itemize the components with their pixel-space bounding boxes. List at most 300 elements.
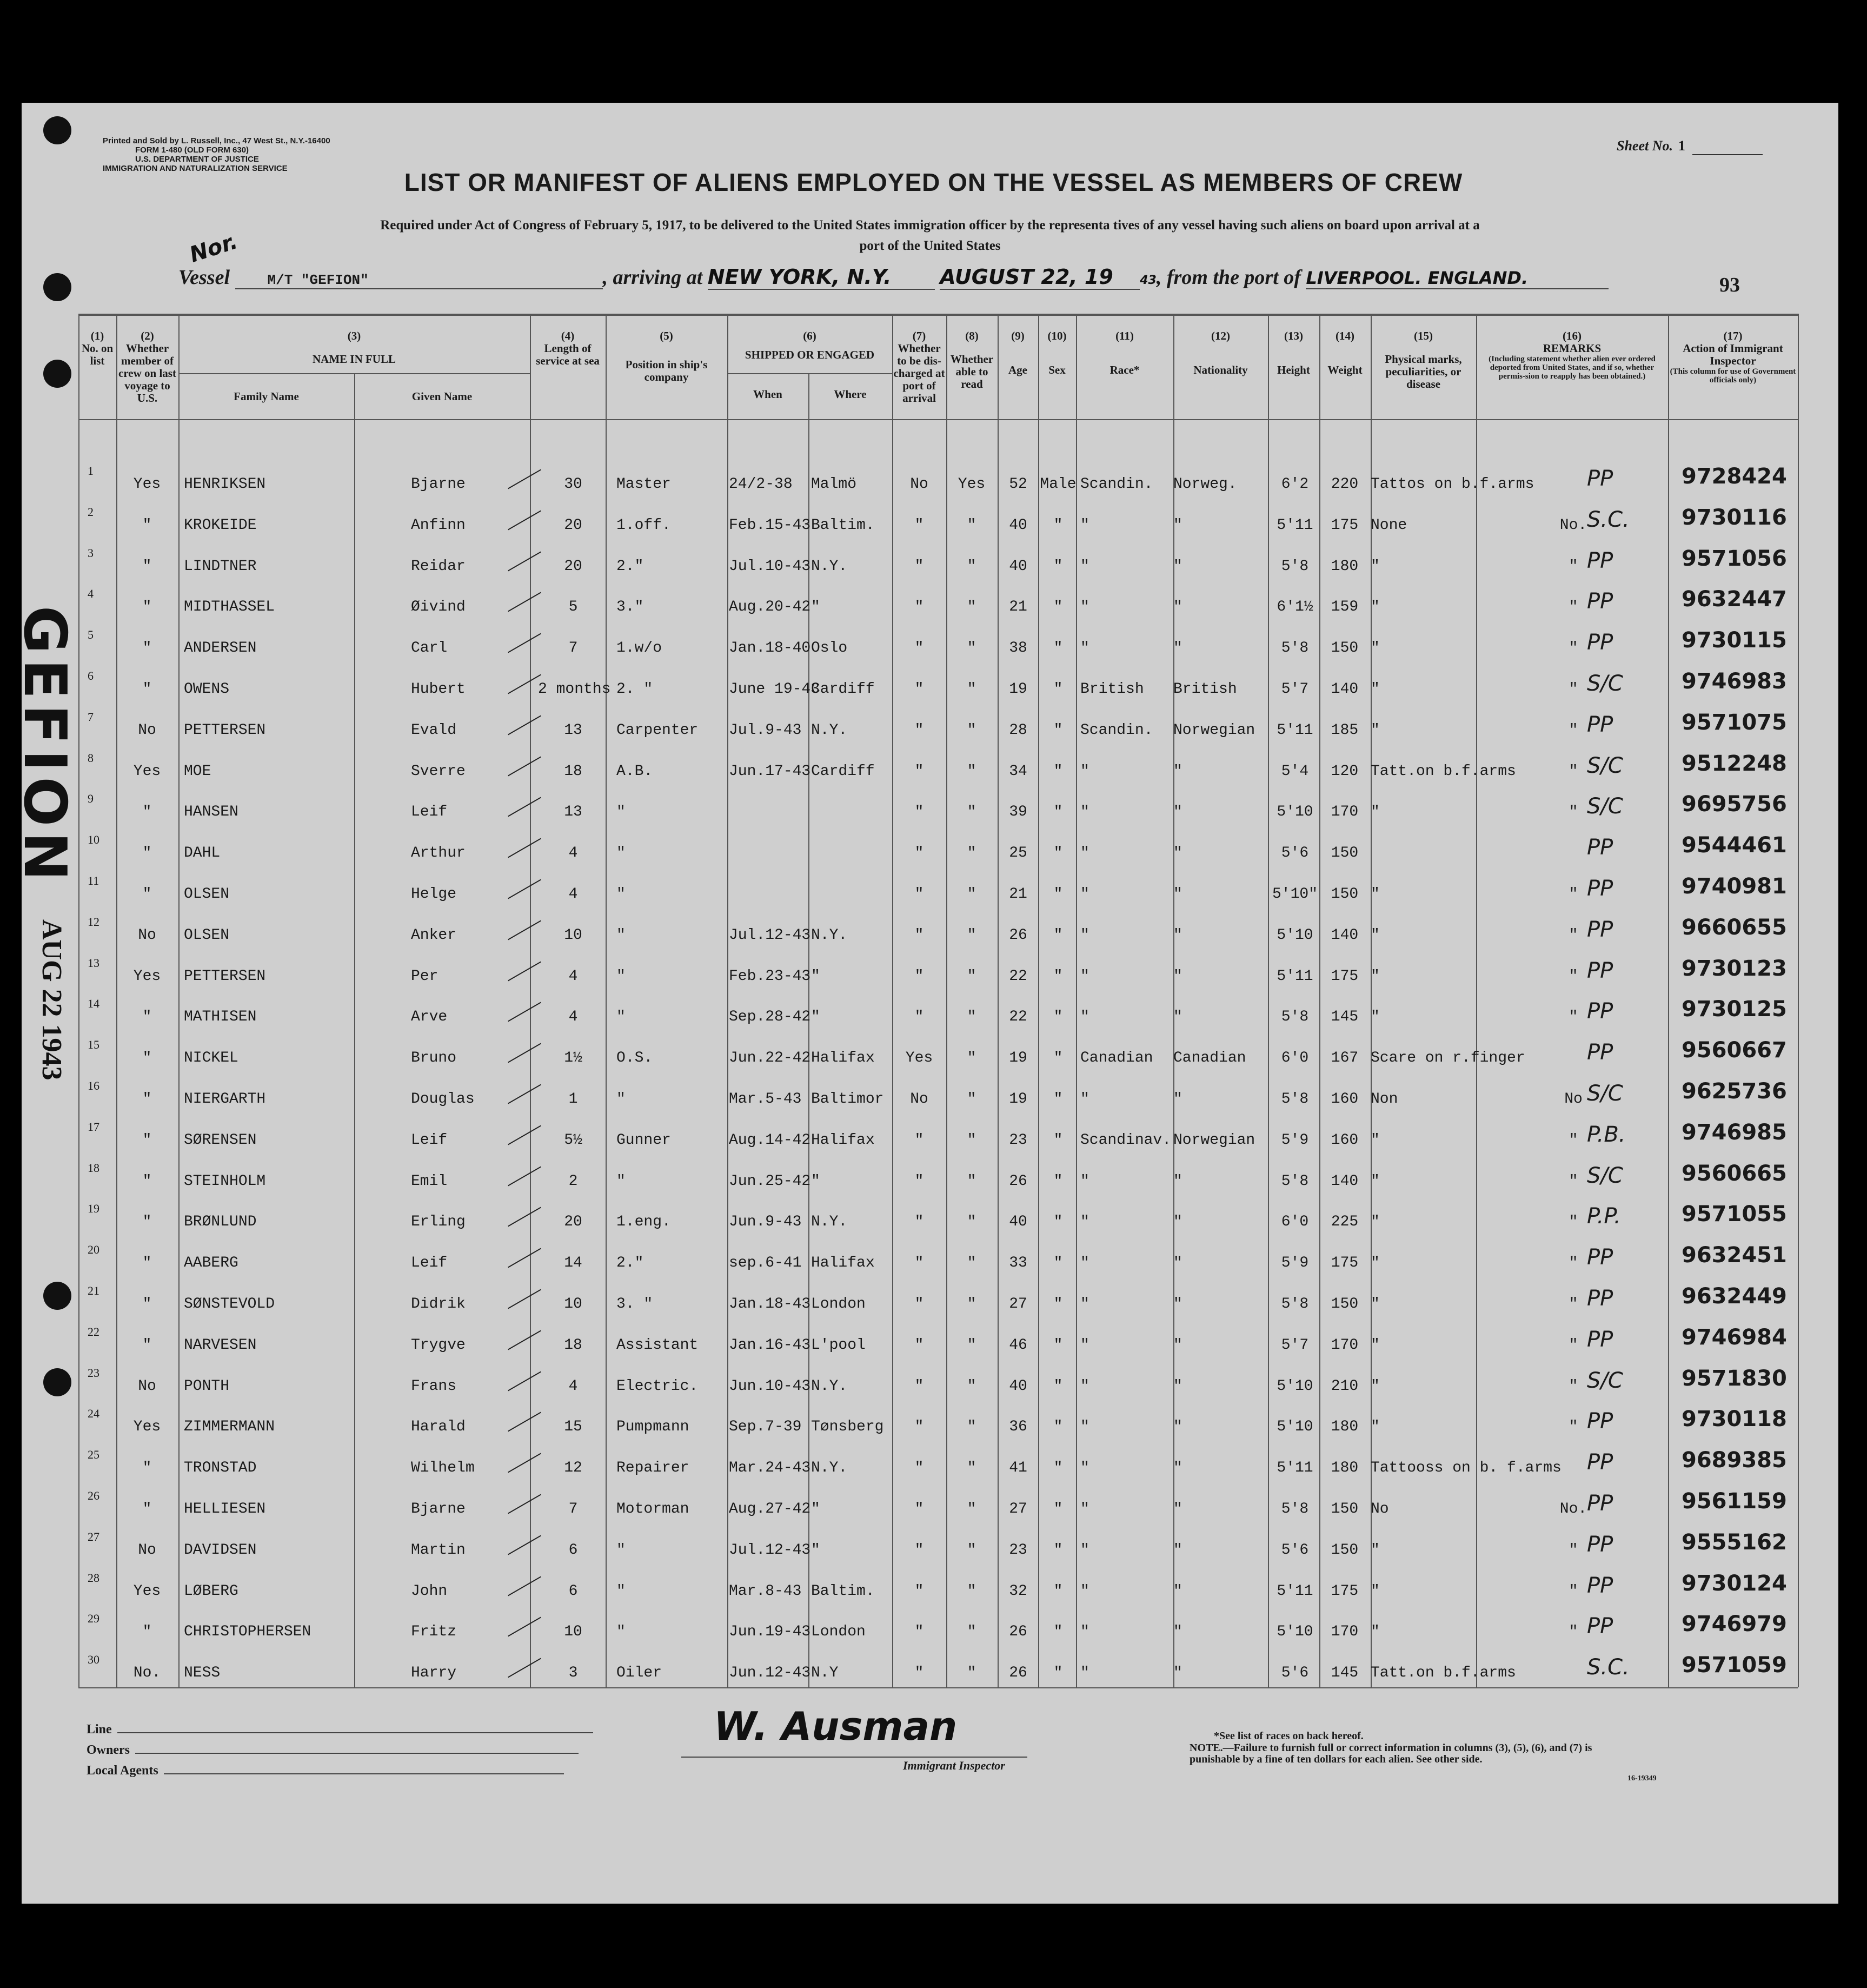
col-label: Whether member of crew on last voyage to U.S.	[118, 342, 176, 405]
inspector-action: PP	[1587, 1491, 1613, 1516]
row-cell-where: Cardiff	[811, 681, 875, 698]
row-cell-when: Jun.19-43	[729, 1623, 811, 1640]
row-cell-prev: "	[142, 681, 152, 698]
row-cell-where: "	[811, 1501, 820, 1517]
row-cell-nat: "	[1173, 845, 1182, 862]
row-cell-when: Feb.15-43	[729, 517, 811, 534]
row-cell-given: Per	[411, 968, 438, 985]
row-cell-weight: 180	[1331, 558, 1359, 575]
row-cell-race: "	[1080, 1542, 1089, 1559]
row-cell-remarks: "	[1569, 722, 1578, 739]
row-number: 9	[88, 792, 94, 805]
row-cell-age: 52	[1009, 476, 1027, 493]
row-cell-height: 5'6	[1281, 1665, 1309, 1681]
row-cell-prev: "	[142, 517, 152, 534]
row-cell-service: 30	[564, 476, 582, 493]
row-cell-sex: "	[1053, 1009, 1063, 1025]
row-cell-where: N.Y	[811, 1665, 839, 1681]
row-cell-height: 6'2	[1281, 476, 1309, 493]
row-cell-weight: 150	[1331, 1501, 1359, 1517]
inspector-cert-number: 9512248	[1682, 751, 1787, 776]
row-cell-service: 3	[568, 1665, 578, 1681]
row-cell-age: 26	[1009, 927, 1027, 944]
row-cell-read: "	[967, 1419, 976, 1435]
row-cell-height: 5'11	[1277, 722, 1313, 739]
penalty-note: NOTE.—Failure to furnish full or correct information in columns (3), (5), (6), and (7) is punishable by a fine of ten dollars for each alien. See other side.	[1190, 1742, 1592, 1765]
row-cell-sex: "	[1053, 1091, 1063, 1108]
row-cell-prev: No.	[133, 1665, 161, 1681]
inspector-cert-number: 9728424	[1682, 464, 1787, 489]
row-cell-read: "	[967, 681, 976, 698]
inspector-cert-number: 9560665	[1682, 1161, 1787, 1186]
col-number: (8)	[965, 329, 979, 342]
row-cell-age: 28	[1009, 722, 1027, 739]
row-cell-nat: Norweg.	[1173, 476, 1237, 493]
row-cell-when: Jul.12-43	[729, 927, 811, 944]
form-title: LIST OR MANIFEST OF ALIENS EMPLOYED ON THE VESSEL AS MEMBERS OF CREW	[404, 168, 1463, 196]
signature-line	[681, 1757, 1027, 1758]
inspector-cert-number: 9730118	[1682, 1407, 1787, 1432]
row-cell-age: 21	[1009, 886, 1027, 903]
row-cell-read: "	[967, 599, 976, 615]
line-field	[87, 1722, 593, 1737]
row-cell-marks: Tatt.on b.f.arms	[1371, 1665, 1516, 1681]
row-cell-family: TRONSTAD	[184, 1460, 257, 1476]
row-cell-height: 5'11	[1277, 1583, 1313, 1600]
row-cell-position: Motorman	[616, 1501, 689, 1517]
row-cell-where: Halifax	[811, 1255, 875, 1271]
row-cell-family: PETTERSEN	[184, 722, 266, 739]
row-cell-marks: "	[1371, 722, 1380, 739]
row-cell-position: "	[616, 1091, 626, 1108]
row-cell-given: John	[411, 1583, 448, 1600]
col-label: Length of service at sea	[536, 342, 600, 367]
col-number: (14)	[1336, 329, 1354, 342]
row-cell-disch: No	[910, 1091, 928, 1108]
binder-hole	[43, 116, 71, 144]
col-number: (6)	[803, 329, 816, 342]
row-cell-service: 12	[564, 1460, 582, 1476]
row-cell-race: "	[1080, 886, 1089, 903]
margin-ship-name: GEFION	[11, 606, 78, 886]
row-cell-race: "	[1080, 1378, 1089, 1395]
row-cell-race: Scandin.	[1080, 476, 1153, 493]
row-number: 21	[88, 1284, 99, 1297]
row-cell-weight: 140	[1331, 1173, 1359, 1190]
form-subtitle	[173, 215, 1687, 256]
inspector-action: S/C	[1587, 1081, 1623, 1106]
row-cell-age: 22	[1009, 968, 1027, 985]
col-number: (16)	[1563, 329, 1582, 342]
row-cell-race: "	[1080, 927, 1089, 944]
row-cell-height: 5'11	[1277, 968, 1313, 985]
inspector-cert-number: 9746985	[1682, 1120, 1787, 1145]
inspector-cert-number: 9560667	[1682, 1038, 1787, 1063]
row-cell-prev: "	[142, 640, 152, 657]
row-cell-height: 6'0	[1281, 1050, 1309, 1066]
row-cell-sex: "	[1053, 1173, 1063, 1190]
inspector-cert-number: 9571056	[1682, 546, 1787, 571]
row-cell-weight: 145	[1331, 1665, 1359, 1681]
inspector-cert-number: 9746979	[1682, 1612, 1787, 1636]
row-cell-age: 40	[1009, 1214, 1027, 1230]
row-cell-nat: "	[1173, 1173, 1182, 1190]
row-cell-service: 4	[568, 968, 578, 985]
row-cell-given: Bjarne	[411, 476, 466, 493]
row-cell-position: 2. "	[616, 681, 653, 698]
row-cell-marks: "	[1371, 804, 1380, 820]
col-label: Race*	[1109, 363, 1140, 376]
row-cell-race: "	[1080, 1623, 1089, 1640]
row-cell-position: 1.w/o	[616, 640, 662, 657]
row-cell-race: "	[1080, 804, 1089, 820]
row-cell-position: Master	[616, 476, 671, 493]
row-cell-prev: "	[142, 1296, 152, 1313]
inspector-action: PP	[1587, 999, 1613, 1024]
row-cell-where: Halifax	[811, 1050, 875, 1066]
col-number: (7)	[912, 329, 926, 342]
row-cell-prev: "	[142, 1501, 152, 1517]
row-cell-weight: 140	[1331, 927, 1359, 944]
row-cell-marks: Tatt.on b.f.arms	[1371, 763, 1516, 780]
row-cell-where: N.Y.	[811, 927, 848, 944]
row-cell-disch: "	[914, 763, 924, 780]
row-cell-height: 5'6	[1281, 845, 1309, 862]
row-cell-family: ZIMMERMANN	[184, 1419, 275, 1435]
col-label: Sex	[1048, 363, 1066, 376]
row-cell-service: 10	[564, 927, 582, 944]
row-cell-position: O.S.	[616, 1050, 653, 1066]
row-cell-marks: "	[1371, 1419, 1380, 1435]
inspector-action: PP	[1587, 917, 1613, 942]
inspector-cert-number: 9555162	[1682, 1530, 1787, 1555]
row-number: 23	[88, 1366, 99, 1380]
row-number: 13	[88, 956, 99, 970]
row-cell-position: Oiler	[616, 1665, 662, 1681]
row-cell-disch: "	[914, 886, 924, 903]
row-cell-age: 27	[1009, 1501, 1027, 1517]
row-cell-weight: 140	[1331, 681, 1359, 698]
row-cell-given: Arve	[411, 1009, 448, 1025]
row-cell-when: Jul.9-43	[729, 722, 802, 739]
col2-header	[116, 330, 178, 405]
row-cell-nat: "	[1173, 1623, 1182, 1640]
row-cell-disch: "	[914, 640, 924, 657]
row-cell-position: Repairer	[616, 1460, 689, 1476]
row-cell-marks: "	[1371, 1583, 1380, 1600]
sheet-number	[1617, 138, 1685, 154]
row-cell-age: 19	[1009, 1050, 1027, 1066]
row-cell-family: STEINHOLM	[184, 1173, 266, 1190]
row-cell-where: Baltim.	[811, 1583, 875, 1600]
row-cell-family: MOE	[184, 763, 211, 780]
row-cell-age: 40	[1009, 517, 1027, 534]
row-cell-weight: 180	[1331, 1460, 1359, 1476]
row-cell-disch: "	[914, 1009, 924, 1025]
row-cell-sex: "	[1053, 1460, 1063, 1476]
row-cell-disch: No	[910, 476, 928, 493]
row-cell-prev: "	[142, 1337, 152, 1354]
row-cell-when: Feb.23-43	[729, 968, 811, 985]
inspector-action: PP	[1587, 589, 1613, 614]
row-cell-disch: "	[914, 1296, 924, 1313]
row-cell-age: 36	[1009, 1419, 1027, 1435]
row-cell-service: 20	[564, 1214, 582, 1230]
row-cell-race: "	[1080, 1419, 1089, 1435]
col11-header	[1076, 330, 1173, 376]
row-cell-marks: "	[1371, 1378, 1380, 1395]
row-cell-race: "	[1080, 1173, 1089, 1190]
row-cell-family: NIERGARTH	[184, 1091, 266, 1108]
footer-form-code: 16-19349	[1627, 1774, 1657, 1782]
shipped-when-header: When	[753, 388, 782, 401]
row-cell-read: "	[967, 1132, 976, 1149]
row-cell-remarks: "	[1569, 1542, 1578, 1559]
row-cell-where: N.Y.	[811, 1214, 848, 1230]
row-cell-nat: British	[1173, 681, 1237, 698]
inspector-cert-number: 9571059	[1682, 1653, 1787, 1678]
subtitle-line: Required under Act of Congress of February 5, 1917, to be delivered to the United States immigration officer by the representa tives of any vessel having such aliens on board upon arrival at a	[380, 218, 1480, 233]
col-label: Age	[1008, 363, 1027, 376]
row-cell-family: OLSEN	[184, 886, 230, 903]
row-cell-where: N.Y.	[811, 558, 848, 575]
row-cell-race: "	[1080, 558, 1089, 575]
row-cell-nat: "	[1173, 517, 1182, 534]
row-cell-given: Harry	[411, 1665, 457, 1681]
row-number: 28	[88, 1571, 99, 1585]
row-cell-family: DAHL	[184, 845, 221, 862]
row-cell-age: 25	[1009, 845, 1027, 862]
row-cell-family: LØBERG	[184, 1583, 238, 1600]
sheet-value: 1	[1678, 138, 1685, 154]
row-cell-age: 46	[1009, 1337, 1027, 1354]
row-number: 25	[88, 1448, 99, 1461]
family-name-header: Family Name	[234, 390, 299, 403]
row-cell-nat: "	[1173, 1419, 1182, 1435]
row-cell-weight: 180	[1331, 1419, 1359, 1435]
row-cell-position: "	[616, 1583, 626, 1600]
inspector-cert-number: 9746984	[1682, 1325, 1787, 1350]
row-cell-marks: "	[1371, 599, 1380, 615]
row-cell-when: Mar.5-43	[729, 1091, 802, 1108]
inspector-action: S.C.	[1587, 507, 1630, 532]
arriving-port: NEW YORK, N.Y.	[708, 265, 935, 290]
row-cell-when: Jun.25-42	[729, 1173, 811, 1190]
row-cell-remarks: "	[1569, 1132, 1578, 1149]
row-cell-weight: 150	[1331, 845, 1359, 862]
row-cell-read: "	[967, 1091, 976, 1108]
row-cell-where: L'pool	[811, 1337, 866, 1354]
row-cell-when: Jun.12-43	[729, 1665, 811, 1681]
row-cell-when: Mar.24-43	[729, 1460, 811, 1476]
row-number: 8	[88, 751, 94, 765]
inspector-cert-number: 9746983	[1682, 669, 1787, 694]
row-cell-when: Mar.8-43	[729, 1583, 802, 1600]
row-cell-weight: 170	[1331, 804, 1359, 820]
row-cell-race: "	[1080, 1091, 1089, 1108]
row-cell-nat: "	[1173, 1583, 1182, 1600]
col5-header	[606, 330, 727, 383]
header-bottom-rule	[78, 419, 1798, 420]
row-cell-when: Jun.9-43	[729, 1214, 802, 1230]
row-cell-age: 23	[1009, 1132, 1027, 1149]
row-cell-remarks: No.	[1559, 517, 1587, 534]
row-cell-disch: "	[914, 1214, 924, 1230]
row-number: 3	[88, 546, 94, 560]
row-cell-age: 41	[1009, 1460, 1027, 1476]
row-cell-disch: "	[914, 1460, 924, 1476]
row-cell-service: 6	[568, 1583, 578, 1600]
row-cell-family: HELLIESEN	[184, 1501, 266, 1517]
row-cell-read: "	[967, 1009, 976, 1025]
binder-hole	[43, 360, 71, 388]
col6-header	[727, 330, 892, 361]
arrival-year: 43	[1140, 274, 1157, 287]
row-cell-disch: "	[914, 1132, 924, 1149]
row-cell-race: "	[1080, 968, 1089, 985]
col-label: Whether to be dis-charged at port of arrival	[893, 342, 945, 405]
row-cell-prev: No	[138, 1378, 156, 1395]
row-cell-position: "	[616, 1173, 626, 1190]
row-cell-race: "	[1080, 1296, 1089, 1313]
owners-field	[87, 1743, 579, 1758]
row-cell-remarks: "	[1569, 763, 1578, 780]
column-rule	[1668, 314, 1669, 1687]
row-cell-read: "	[967, 968, 976, 985]
row-cell-service: 14	[564, 1255, 582, 1271]
row-cell-read: "	[967, 1542, 976, 1559]
row-cell-disch: "	[914, 1419, 924, 1435]
row-number: 4	[88, 587, 94, 600]
row-cell-weight: 159	[1331, 599, 1359, 615]
row-cell-given: Frans	[411, 1378, 457, 1395]
row-cell-race: "	[1080, 1460, 1089, 1476]
row-cell-when: Aug.20-42	[729, 599, 811, 615]
binder-hole	[43, 273, 71, 301]
col-sublabel: (This column for use of Government officials only)	[1670, 367, 1796, 385]
row-cell-disch: "	[914, 1173, 924, 1190]
row-cell-position: Carpenter	[616, 722, 699, 739]
inspector-action: S/C	[1587, 753, 1623, 778]
row-cell-age: 33	[1009, 1255, 1027, 1271]
row-cell-given: Anker	[411, 927, 457, 944]
row-cell-height: 5'10	[1277, 927, 1313, 944]
row-cell-read: "	[967, 1665, 976, 1681]
row-cell-remarks: "	[1569, 1009, 1578, 1025]
row-cell-marks: "	[1371, 1296, 1380, 1313]
row-cell-prev: No	[138, 927, 156, 944]
row-cell-sex: "	[1053, 927, 1063, 944]
row-cell-sex: "	[1053, 763, 1063, 780]
row-cell-weight: 175	[1331, 517, 1359, 534]
row-cell-sex: "	[1053, 640, 1063, 657]
row-cell-prev: "	[142, 599, 152, 615]
row-cell-service: 7	[568, 1501, 578, 1517]
row-cell-nat: "	[1173, 1296, 1182, 1313]
row-cell-where: Baltim.	[811, 517, 875, 534]
row-cell-race: "	[1080, 1255, 1089, 1271]
row-cell-sex: "	[1053, 845, 1063, 862]
row-cell-marks: "	[1371, 1132, 1380, 1149]
row-cell-family: PETTERSEN	[184, 968, 266, 985]
row-cell-remarks: "	[1569, 1378, 1578, 1395]
row-number: 29	[88, 1612, 99, 1625]
row-cell-marks: Non	[1371, 1091, 1398, 1108]
row-cell-nat: "	[1173, 1460, 1182, 1476]
row-cell-position: "	[616, 804, 626, 820]
from-port: LIVERPOOL. ENGLAND.	[1306, 268, 1609, 289]
row-cell-nat: "	[1173, 763, 1182, 780]
col-label: No. on list	[81, 342, 114, 367]
row-cell-service: 13	[564, 722, 582, 739]
row-cell-marks: "	[1371, 558, 1380, 575]
row-cell-remarks: "	[1569, 1214, 1578, 1230]
row-cell-sex: "	[1053, 681, 1063, 698]
inspector-cert-number: 9730124	[1682, 1571, 1787, 1596]
row-cell-marks: "	[1371, 1009, 1380, 1025]
row-cell-sex: "	[1053, 886, 1063, 903]
col-label: SHIPPED OR ENGAGED	[745, 348, 875, 361]
row-cell-given: Leif	[411, 804, 448, 820]
row-cell-remarks: "	[1569, 1255, 1578, 1271]
row-cell-service: 2	[568, 1173, 578, 1190]
row-cell-remarks: "	[1569, 1623, 1578, 1640]
row-number: 14	[88, 997, 99, 1010]
row-cell-prev: "	[142, 1214, 152, 1230]
row-cell-remarks: "	[1569, 558, 1578, 575]
column-rule	[1798, 314, 1799, 1687]
row-cell-nat: "	[1173, 558, 1182, 575]
line-label: Line	[87, 1722, 112, 1737]
row-cell-marks: "	[1371, 1173, 1380, 1190]
row-cell-height: 5'8	[1281, 1009, 1309, 1025]
row-number: 20	[88, 1243, 99, 1256]
row-cell-given: Evald	[411, 722, 457, 739]
inspector-action: S/C	[1587, 794, 1623, 819]
row-cell-when: Aug.27-42	[729, 1501, 811, 1517]
page-number: 93	[1719, 274, 1740, 296]
row-cell-disch: "	[914, 1255, 924, 1271]
row-cell-nat: "	[1173, 1214, 1182, 1230]
row-cell-read: "	[967, 640, 976, 657]
row-cell-position: Assistant	[616, 1337, 699, 1354]
row-cell-given: Martin	[411, 1542, 466, 1559]
column-rule	[116, 314, 117, 1687]
row-cell-read: "	[967, 1173, 976, 1190]
row-cell-position: "	[616, 886, 626, 903]
inspector-action: P.P.	[1587, 1204, 1621, 1229]
inspector-action: P.B.	[1587, 1122, 1626, 1147]
row-number: 11	[88, 874, 99, 887]
row-cell-family: NICKEL	[184, 1050, 238, 1066]
row-cell-race: "	[1080, 1009, 1089, 1025]
inspector-cert-number: 9695756	[1682, 792, 1787, 817]
col-label: Position in ship's company	[625, 358, 708, 383]
row-cell-race: "	[1080, 640, 1089, 657]
row-cell-when: Sep.28-42	[729, 1009, 811, 1025]
row-cell-where: London	[811, 1296, 866, 1313]
row-cell-when: 24/2-38	[729, 476, 793, 493]
row-cell-family: NESS	[184, 1665, 221, 1681]
row-cell-prev: "	[142, 845, 152, 862]
row-cell-sex: "	[1053, 1050, 1063, 1066]
row-cell-sex: "	[1053, 1583, 1063, 1600]
row-cell-height: 5'9	[1281, 1255, 1309, 1271]
row-cell-when: Jun.10-43	[729, 1378, 811, 1395]
from-label: , from the port of	[1156, 266, 1301, 289]
row-cell-height: 5'10	[1277, 1378, 1313, 1395]
row-number: 12	[88, 915, 99, 929]
